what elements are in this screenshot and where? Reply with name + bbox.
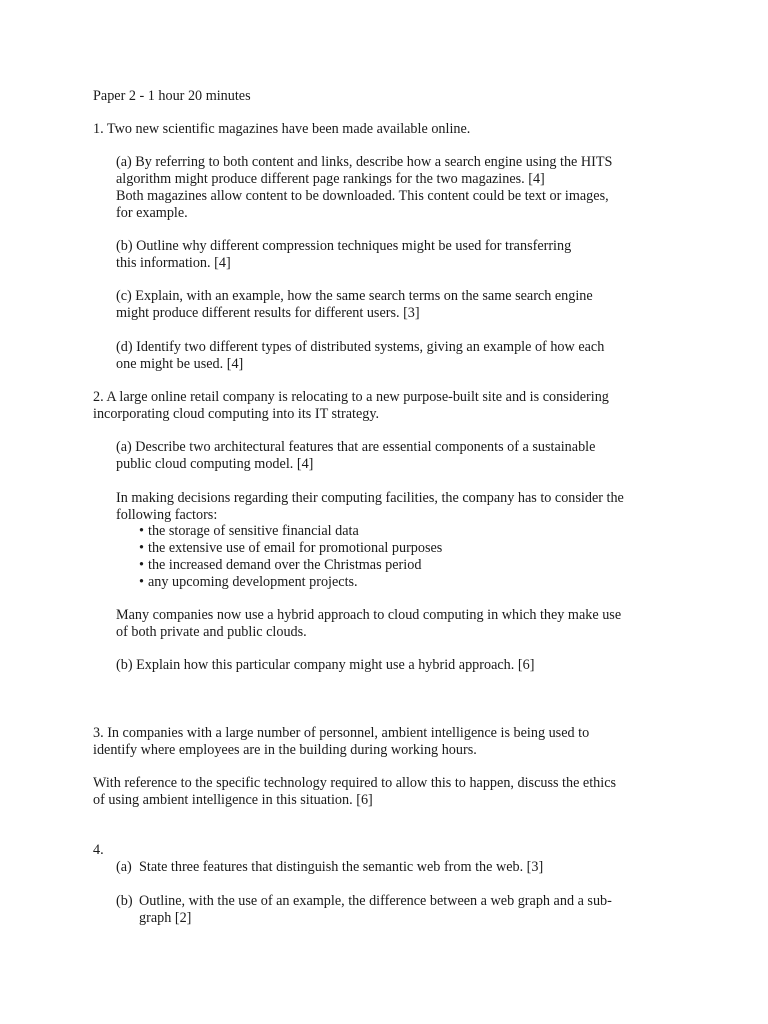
q1d-line-1: (d) Identify two different types of distributed systems, giving an example of how each [116,339,605,355]
q1a-line-1: (a) By referring to both content and links, describe how a search engine using the HITS [116,154,613,170]
q1a-line-2: algorithm might produce different page rankings for the two magazines. [4] [116,171,545,187]
q4a-label: (a) [116,859,132,875]
list-item: any upcoming development projects. [148,574,358,590]
q2a-line-1: (a) Describe two architectural features that are essential components of a sustainable [116,439,596,455]
bullet-glyph: • [139,557,144,573]
paper-header: Paper 2 - 1 hour 20 minutes [93,88,251,104]
list-item: the extensive use of email for promotional purposes [148,540,443,556]
q3-task-line-2: of using ambient intelligence in this situation. [6] [93,792,373,808]
list-item: the storage of sensitive financial data [148,523,359,539]
q1b-line-1: (b) Outline why different compression techniques might be used for transferring [116,238,572,254]
q1b-line-2: this information. [4] [116,255,231,271]
q2-stem-line-1: 2. A large online retail company is relocating to a new purpose-built site and is considering [93,389,609,405]
q1c-line-1: (c) Explain, with an example, how the same search terms on the same search engine [116,288,593,304]
q4a-text: State three features that distinguish the semantic web from the web. [3] [139,859,544,875]
q1d-line-2: one might be used. [4] [116,356,244,372]
q4b-line-1: Outline, with the use of an example, the difference between a web graph and a sub- [139,893,612,909]
q2-context-line-1: In making decisions regarding their computing facilities, the company has to consider the [116,490,624,506]
q3-stem-line-2: identify where employees are in the building during working hours. [93,742,477,758]
q3-stem-line-1: 3. In companies with a large number of personnel, ambient intelligence is being used to [93,725,590,741]
q1-context-line-2: for example. [116,205,188,221]
bullet-glyph: • [139,540,144,556]
q4b-label: (b) [116,893,133,909]
q2-hybrid-line-1: Many companies now use a hybrid approach to cloud computing in which they make use [116,607,622,623]
q2b-line: (b) Explain how this particular company might use a hybrid approach. [6] [116,657,535,673]
q2-hybrid-line-2: of both private and public clouds. [116,624,307,640]
q4-stem: 4. [93,842,104,858]
q3-task-line-1: With reference to the specific technology required to allow this to happen, discuss the ethics [93,775,617,791]
bullet-glyph: • [139,523,144,539]
q2-stem-line-2: incorporating cloud computing into its IT strategy. [93,406,380,422]
q1-context-line-1: Both magazines allow content to be downloaded. This content could be text or images, [116,188,609,204]
list-item: the increased demand over the Christmas period [148,557,422,573]
bullet-glyph: • [139,574,144,590]
q2-context-line-2: following factors: [116,507,218,523]
q4b-line-2: graph [2] [139,910,192,926]
q1c-line-2: might produce different results for different users. [3] [116,305,420,321]
q2a-line-2: public cloud computing model. [4] [116,456,314,472]
q1-stem: 1. Two new scientific magazines have been made available online. [93,121,471,137]
